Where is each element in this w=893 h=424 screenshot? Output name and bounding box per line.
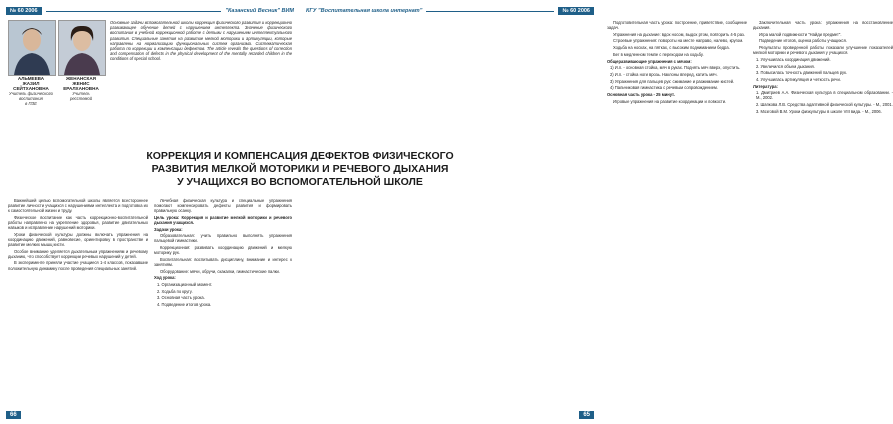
right-issue-number: № 60 2006 (558, 7, 594, 15)
paragraph: В эксперименте приняли участие учащиеся 1-4 классов, показавшие положительную динамику после проведения специальных занятий. (8, 260, 148, 271)
list-item: 4. Улучшилась артикуляция и четкость речи. (756, 77, 841, 82)
author-caption-1 (7, 76, 55, 106)
author-name: ЖЕНИС (72, 81, 90, 86)
author-name: ЖАЗИЛ (22, 81, 40, 86)
author-role: Учитель (72, 91, 90, 96)
left-page-number: 66 (6, 411, 21, 419)
paragraph: Подведение итогов, оценка работы учащихся. (759, 38, 847, 44)
paragraph: Лечебная физическая культура и специальные упражнения помогают компенсировать дефекты развития и формировать правильную осанку. (154, 198, 292, 214)
title-line: КОРРЕКЦИЯ И КОМПЕНСАЦИЯ ДЕФЕКТОВ ФИЗИЧЕСКОГО (146, 150, 454, 162)
paragraph: Особое внимание уделяется дыхательным упражнениям и речевому дыханию, что способствует коррекции речевых нарушений у детей. (8, 248, 148, 259)
right-journal-name: КГУ "Воспитательная школа интернат" (306, 8, 423, 14)
paragraph: Результаты проведенной работы показали улучшение показателей мелкой моторики и речевого дыхания у учащихся. (753, 45, 893, 56)
paragraph: Строевые упражнения: повороты на месте направо, налево, кругом. (613, 38, 744, 44)
author-surname: ЖЕНАНСКАЯ (66, 76, 96, 81)
paragraph: Заключительная часть урока: упражнения на восстановление дыхания. (753, 20, 893, 31)
author-org: ресстемой (69, 96, 93, 101)
list-item: 4. Подведение итогов урока. (157, 302, 212, 308)
author-org: в ПЗЕ (25, 101, 37, 106)
list-item: 2) И.п. - стойка ноги врозь. Наклоны вперед, катить мяч. (610, 71, 718, 77)
list-item: 1. Улучшилась координация движений. (756, 56, 831, 62)
left-column-1 (8, 198, 148, 272)
portrait-image (59, 21, 105, 75)
article-title (0, 150, 600, 189)
title-line: У УЧАЩИХСЯ ВО ВСПОМОГАТЕЛЬНОЙ ШКОЛЕ (177, 176, 423, 188)
right-page-number: 65 (579, 411, 594, 419)
right-column-1 (607, 20, 747, 105)
paragraph: Уроки физической культуры должны включать упражнения на координацию движений, равновесие, ориентировку в пространстве и развитие мелких мышц кисти. (8, 231, 148, 247)
title-line: РАЗВИТИЯ МЕЛКОЙ МОТОРИКИ И РЕЧЕВОГО ДЫХАНИЯ (151, 163, 449, 175)
right-page-header (306, 6, 594, 16)
lesson-goal: Цель урока: Коррекция и развитие мелкой моторики и речевого дыхания учащихся. (154, 214, 292, 225)
author-photo-2 (58, 20, 106, 76)
reference-item: 3. Мозговой В.М. Уроки физкультуры в школе VIII вида. - М., 2006. (756, 108, 882, 114)
paragraph: Ходьба на носках, на пятках, с высоким подниманием бедра. (613, 45, 730, 51)
subheading: Общеразвивающие упражнения с мячом: (607, 58, 692, 64)
left-page-header (6, 6, 294, 16)
lesson-plan-heading: Ход урока: (154, 275, 176, 281)
reference-item: 1. Дмитриев А.А. Физическая культура в специальном образовании. - М., 2002. (756, 90, 893, 101)
paragraph: Бег в медленном темпе с переходом на ходьбу. (613, 51, 704, 57)
author-patronymic: СЕЙТХАНОВНА (13, 86, 49, 91)
header-rule (426, 11, 554, 12)
paragraph: Игра малой подвижности "Найди предмет". (759, 31, 842, 37)
paragraph: Упражнения на дыхание: вдох носом, выдох ртом, повторить 4-5 раз. (613, 31, 745, 37)
reference-item: 2. Шапкова Л.В. Средства адаптивной физической культуры. - М., 2001. (756, 102, 893, 108)
paragraph: Подготовительная часть урока: построение, приветствие, сообщение задач. (607, 20, 747, 31)
paragraph: Оборудование: мячи, обручи, скакалки, гимнастические палки. (160, 268, 280, 274)
paragraph: Физическое воспитание как часть коррекционно-воспитательной работы направлено на укрепление здоровья, развитие двигательных навыков и исправление нарушений моторики. (8, 214, 148, 231)
portrait-image (9, 21, 55, 75)
article-abstract: Основные задачи вспомогательной школы коррекция физического развития и коррекционно развивающее обучение детей с нарушением интеллекта. Значение физического воспитания в учебной коррекционной работе с детьми с нарушением интеллектуального развития. Специальные занятия на развитие мелкой моторики и артикуляции, которые направлены на нормализацию функциональных систем организма. Систематическая работа по коррекции и компенсации дефектов. The article reveals the questions of correction and compensation of defects in the physical development of the mentally retarded children in the conditions of special school. (110, 20, 292, 62)
list-item: 2. Увеличился объем дыхания. (756, 63, 815, 69)
left-journal-name: "Казанский Весник" ВИМ (225, 8, 294, 14)
list-item: 3. Основная часть урока. (157, 295, 205, 301)
list-item: 3) Упражнения для пальцев рук: сжимание и разжимание кистей. (610, 78, 735, 84)
lesson-tasks-heading: Задачи урока: (154, 226, 183, 232)
header-rule (46, 11, 222, 12)
left-page (0, 0, 301, 424)
paragraph: Важнейшей целью вспомогательной школы является всестороннее развитие личности учащихся с нарушениями интеллекта и подготовка их к самостоятельной жизни и труду. (8, 198, 148, 214)
right-column-2 (753, 20, 893, 116)
right-page (300, 0, 893, 424)
list-item: 1. Организационный момент. (157, 282, 213, 288)
references-heading: Литература: (753, 83, 778, 89)
author-surname: АЛЬМЕЕВА (17, 76, 45, 81)
list-item: 2. Ходьба по кругу. (157, 288, 193, 294)
paragraph: Коррекционная: развивать координацию движений и мелкую моторику рук. (154, 245, 292, 256)
author-caption-2 (57, 76, 105, 101)
author-patronymic: ЕРАЛХАНОВНА (63, 86, 99, 91)
paragraph: Игровые упражнения на развитие координации и ловкости. (613, 98, 727, 104)
list-item: 3. Повысилась точность движений пальцев рук. (756, 70, 848, 76)
paragraph: Образовательная: учить правильно выполнять упражнения пальцевой гимнастики. (154, 233, 292, 244)
author-role: Учитель физического воспитания (9, 91, 53, 101)
left-issue-number: № 60 2006 (6, 7, 42, 15)
list-item: 1) И.п. - основная стойка, мяч в руках. Поднять мяч вверх, опустить. (610, 65, 741, 71)
subheading: Основная часть урока - 25 минут. (607, 91, 675, 97)
left-column-2 (154, 198, 292, 309)
paragraph: Воспитательная: воспитывать дисциплину, внимание и интерес к занятиям. (154, 256, 292, 267)
list-item: 4) Пальчиковая гимнастика с речевым сопровождением. (610, 85, 718, 91)
author-photo-1 (8, 20, 56, 76)
